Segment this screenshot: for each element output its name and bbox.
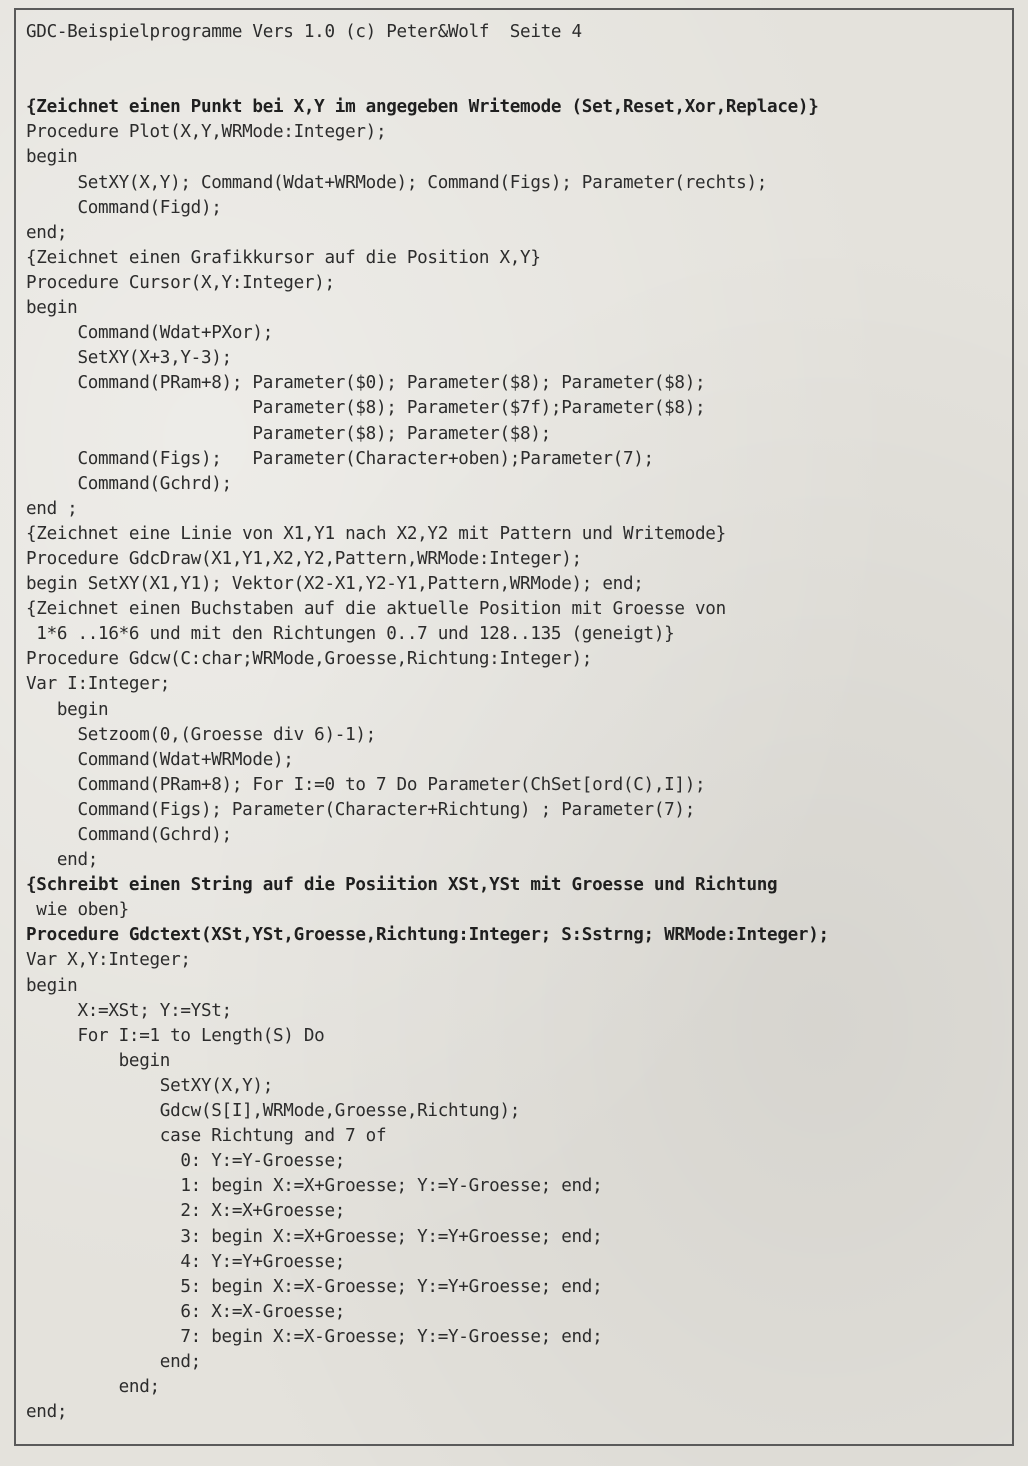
code-line: end; [26, 1377, 160, 1398]
code-line: Procedure GdcDraw(X1,Y1,X2,Y2,Pattern,WRMode:Integer); [26, 548, 582, 569]
code-line: Command(Figd); [26, 197, 222, 218]
code-line: end; [26, 1351, 201, 1372]
code-line: 2: X:=X+Groesse; [26, 1201, 346, 1222]
code-line: begin [26, 147, 78, 168]
code-line: {Zeichnet eine Linie von X1,Y1 nach X2,Y2 mit Pattern und Writemode} [26, 523, 726, 544]
code-line: 6: X:=X-Groesse; [26, 1301, 346, 1322]
code-line: 4: Y:=Y+Groesse; [26, 1251, 346, 1272]
code-line: end; [26, 1402, 68, 1423]
code-line: wie oben} [26, 900, 129, 921]
code-line: Command(PRam+8); Parameter($0); Parameter($8); Parameter($8); [26, 373, 706, 394]
code-line: Procedure Plot(X,Y,WRMode:Integer); [26, 122, 387, 143]
code-line: begin SetXY(X1,Y1); Vektor(X2-X1,Y2-Y1,Pattern,WRMode); end; [26, 574, 644, 595]
code-line: {Zeichnet einen Buchstaben auf die aktuelle Position mit Groesse von [26, 599, 726, 620]
code-line: Command(Gchrd); [26, 825, 232, 845]
code-line: Parameter($8); Parameter($8); [26, 423, 551, 444]
code-line: case Richtung and 7 of [26, 1126, 387, 1147]
code-line: Var X,Y:Integer; [26, 950, 191, 971]
code-line: Parameter($8); Parameter($7f);Parameter($8); [26, 398, 706, 419]
code-line: Command(Figs); Parameter(Character+oben);Parameter(7); [26, 448, 654, 469]
code-line: X:=XSt; Y:=YSt; [26, 1000, 232, 1021]
code-line: 5: begin X:=X-Groesse; Y:=Y+Groesse; end; [26, 1276, 603, 1297]
code-line: end; [26, 222, 68, 243]
code-line [26, 70, 1006, 95]
code-line: {Zeichnet einen Grafikkursor auf die Position X,Y} [26, 247, 541, 268]
code-line: Var I:Integer; [26, 674, 171, 695]
code-line: begin [26, 975, 78, 996]
code-line: SetXY(X+3,Y-3); [26, 348, 232, 369]
code-line: 1: begin X:=X+Groesse; Y:=Y-Groesse; end; [26, 1176, 603, 1197]
code-line [26, 45, 1006, 70]
code-line: Setzoom(0,(Groesse div 6)-1); [26, 724, 376, 745]
code-line: {Schreibt einen String auf die Posiition XSt,YSt mit Groesse und Richtung [26, 875, 778, 896]
code-line: end; [26, 850, 99, 871]
code-line: Command(Wdat+WRMode); [26, 749, 294, 770]
code-line: Procedure Gdctext(XSt,YSt,Groesse,Richtung:Integer; S:Sstrng; WRMode:Integer); [26, 925, 829, 946]
code-line: {Zeichnet einen Punkt bei X,Y im angegeben Writemode (Set,Reset,Xor,Replace)} [26, 97, 819, 118]
code-line: end ; [26, 498, 78, 519]
code-line: Command(Figs); Parameter(Character+Richtung) ; Parameter(7); [26, 799, 696, 820]
code-line: begin [26, 1050, 171, 1071]
code-line: 1*6 ..16*6 und mit den Richtungen 0..7 und 128..135 (geneigt)} [26, 624, 675, 645]
code-line: SetXY(X,Y); [26, 1075, 274, 1096]
code-line: Gdcw(S[I],WRMode,Groesse,Richtung); [26, 1101, 521, 1122]
code-line: 0: Y:=Y-Groesse; [26, 1151, 346, 1172]
listing-header: GDC-Beispielprogramme Vers 1.0 (c) Peter&Wolf Seite 4 [26, 22, 582, 42]
code-line: Command(Gchrd); [26, 473, 232, 494]
code-line: Command(Wdat+PXor); [26, 323, 274, 344]
code-line: For I:=1 to Length(S) Do [26, 1025, 325, 1046]
code-line: Command(PRam+8); For I:=0 to 7 Do Parameter(ChSet[ord(C),I]); [26, 774, 706, 795]
code-line: begin [26, 699, 109, 720]
code-line: begin [26, 298, 78, 319]
code-line: 3: begin X:=X+Groesse; Y:=Y+Groesse; end; [26, 1226, 603, 1247]
code-line: Procedure Gdcw(C:char;WRMode,Groesse,Richtung:Integer); [26, 649, 593, 670]
code-line: SetXY(X,Y); Command(Wdat+WRMode); Command(Figs); Parameter(rechts); [26, 172, 768, 193]
code-body [26, 45, 1006, 1425]
code-line: Procedure Cursor(X,Y:Integer); [26, 272, 335, 293]
code-line: 7: begin X:=X-Groesse; Y:=Y-Groesse; end; [26, 1326, 603, 1347]
code-listing [26, 20, 1006, 1425]
